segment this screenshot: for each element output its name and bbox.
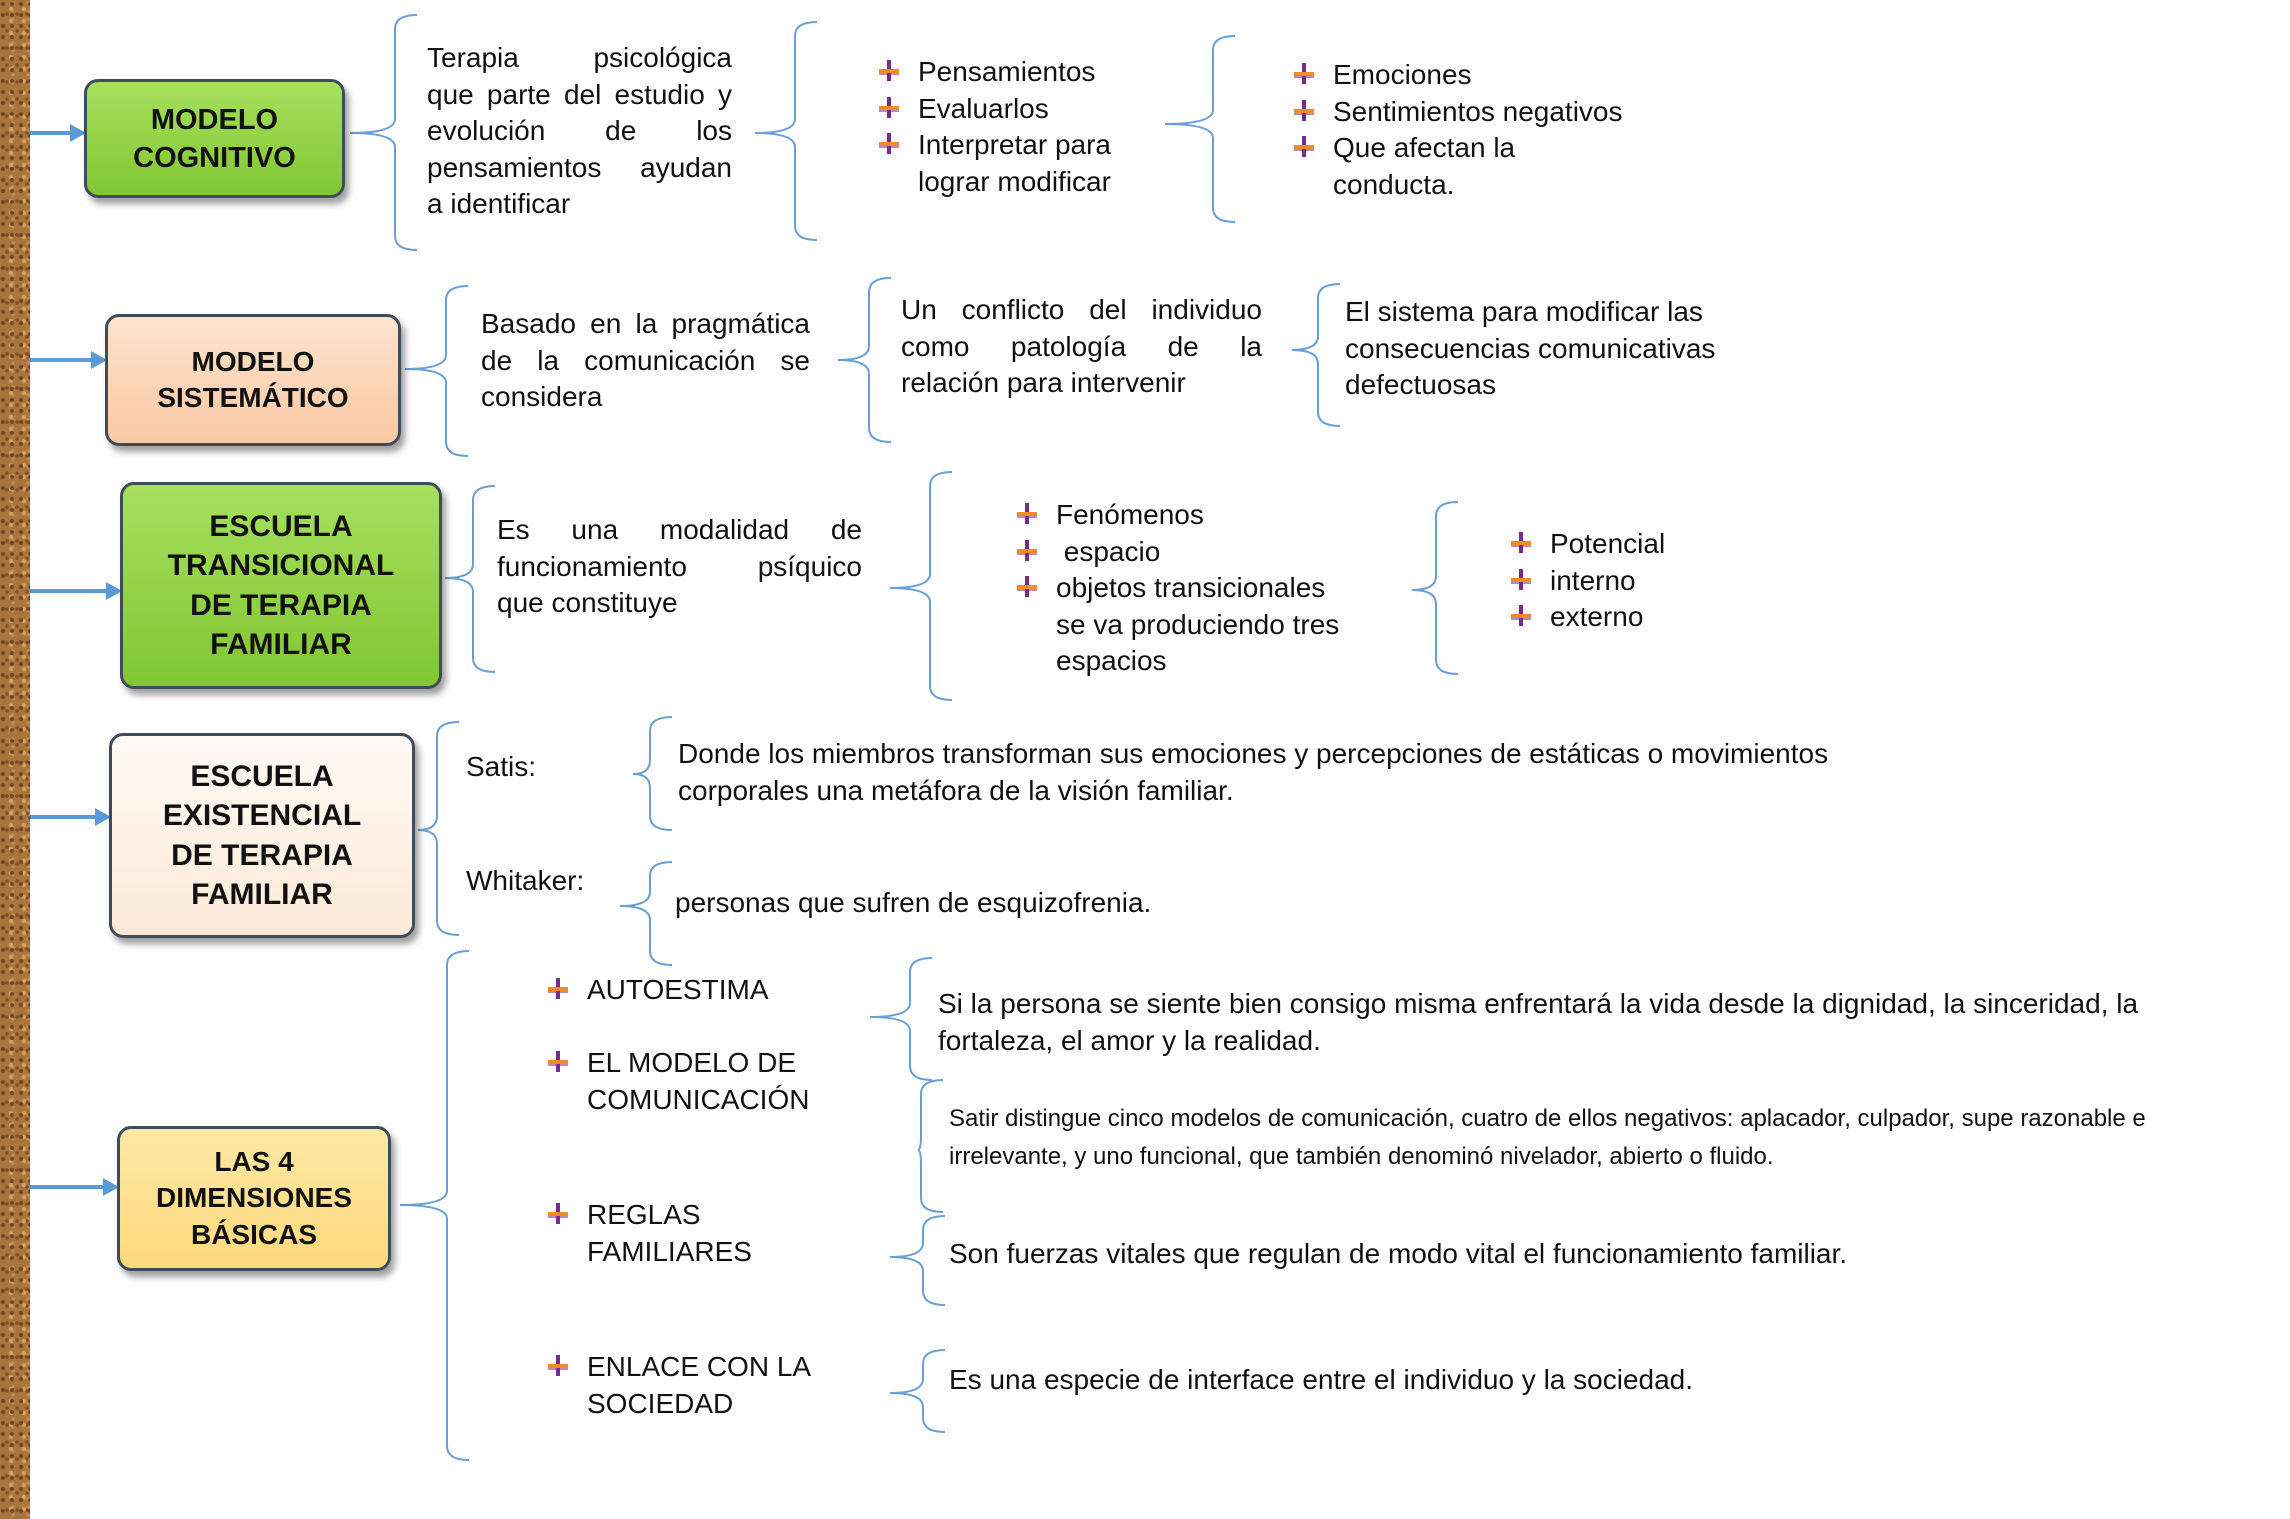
text-line: Es una modalidad de [497, 514, 862, 545]
arrow-dimensiones-basicas [30, 1178, 119, 1196]
item-text: Pensamientos [918, 56, 1096, 87]
author-label-satis: Satis: [466, 751, 537, 782]
list-item [1014, 570, 1374, 680]
list-item [1014, 534, 1374, 571]
text-line: de la comunicación se [481, 344, 810, 376]
arrow-escuela-transicional [30, 582, 122, 600]
box-title: ESCUELA EXISTENCIAL DE TERAPIA FAMILIAR [162, 759, 362, 911]
list-item [1508, 526, 1758, 563]
arrow-escuela-existencial [30, 808, 111, 826]
bracket-comunicacion [918, 1080, 943, 1212]
text-line: Un conflicto del individuo [901, 294, 1262, 325]
author-text-satis [678, 736, 1828, 809]
item-text: Interpretar para lograr modificar [918, 129, 1111, 197]
bracket-transicional-items [890, 472, 952, 700]
text-line: consecuencias comunicativas [1345, 332, 1716, 364]
box-escuela-existencial [109, 733, 415, 938]
explanation-enlace [949, 1362, 1693, 1399]
text-line: relación para intervenir [901, 367, 1186, 398]
bullet-cross-icon [1014, 570, 1040, 616]
list-item [1508, 563, 1758, 600]
bullet-cross-icon [545, 1197, 571, 1243]
box-modelo-cognitivo [84, 79, 345, 198]
explanation-autoestima [938, 986, 2138, 1059]
list-item [545, 972, 865, 1009]
dimension-enlace [545, 1349, 865, 1422]
bullet-cross-icon [1508, 599, 1534, 645]
bracket-dimensiones [400, 951, 469, 1460]
dimension-reglas [545, 1197, 865, 1270]
list-item [1508, 599, 1758, 636]
bracket-existencial-whitaker [620, 862, 672, 965]
arrow-modelo-cognitivo [30, 124, 86, 142]
box-title: MODELO SISTEMÁTICO [157, 346, 349, 413]
text-line: Terapia psicológica [427, 42, 732, 73]
bracket-existencial-satis [633, 717, 672, 830]
list-item [876, 54, 1196, 91]
list-item [545, 1197, 865, 1270]
bracket-cognitivo-definition [350, 15, 417, 250]
dimension-comunicacion [545, 1045, 865, 1118]
text-line: que constituye [497, 587, 678, 618]
text-line: Basado en la pragmática [481, 308, 810, 339]
text-line: Satir distingue cinco modelos de comunicación, cuatro de ellos negativos: aplacador, culpador, supe razonable e [949, 1105, 2146, 1132]
middle-sistematico [901, 292, 1262, 402]
text-line: fortaleza, el amor y la realidad. [938, 1024, 1321, 1056]
item-text: Sentimientos negativos [1333, 95, 1623, 127]
text-line: Es una especie de interface entre el individuo y la sociedad. [949, 1364, 1694, 1395]
bracket-sistematico-right [1292, 284, 1340, 426]
box-dimensiones-basicas [117, 1126, 391, 1271]
bracket-transicional-definition [445, 486, 495, 672]
bracket-sistematico-middle [838, 278, 891, 442]
text-line: defectuosas [1345, 369, 1496, 400]
bullet-cross-icon [545, 972, 571, 1018]
item-text: REGLAS FAMILIARES [587, 1199, 752, 1267]
text-line: a identificar [427, 188, 571, 219]
bullet-list-transicional-1 [1014, 497, 1374, 680]
bracket-existencial-authors [418, 722, 459, 935]
item-text: Fenómenos [1056, 499, 1204, 530]
bullet-list-transicional-2 [1508, 526, 1758, 636]
definition-cognitivo [427, 40, 732, 223]
item-text: externo [1550, 601, 1644, 632]
dimension-autoestima [545, 972, 865, 1009]
text-line: que parte del estudio y [427, 78, 732, 110]
list-item [1291, 130, 1691, 203]
box-modelo-sistematico [105, 314, 401, 446]
bracket-autoestima [870, 958, 932, 1080]
text-line: Son fuerzas vitales que regulan de modo vital el funcionamiento familiar. [949, 1238, 1848, 1269]
text-line: evolución de los [427, 115, 732, 146]
explanation-reglas [949, 1236, 1847, 1273]
item-text: AUTOESTIMA [587, 974, 769, 1005]
bullet-list-cognitivo-2 [1291, 57, 1691, 203]
bullet-cross-icon [876, 127, 902, 173]
definition-transicional [497, 512, 862, 622]
list-item [545, 1349, 865, 1422]
bullet-list-cognitivo-1 [876, 54, 1196, 200]
explanation-comunicacion [949, 1100, 2146, 1175]
bracket-sistematico-definition [405, 286, 468, 456]
bullet-cross-icon [1291, 130, 1317, 176]
bullet-cross-icon [545, 1349, 571, 1395]
author-text-whitaker [675, 885, 1151, 922]
bracket-enlace [890, 1350, 945, 1432]
box-title: LAS 4 DIMENSIONES BÁSICAS [155, 1145, 353, 1250]
arrow-modelo-sistematico [30, 351, 107, 369]
text-line: personas que sufren de esquizofrenia. [675, 887, 1152, 918]
author-label-whitaker: Whitaker: [466, 865, 585, 896]
bullet-cross-icon [545, 1045, 571, 1091]
text-line: irrelevante, y uno funcional, que también denominó nivelador, abierto o fluido. [949, 1142, 1774, 1170]
item-text: ENLACE CON LA SOCIEDAD [587, 1351, 812, 1419]
item-text: Evaluarlos [918, 92, 1049, 124]
text-line: El sistema para modificar las [1345, 296, 1703, 327]
text-line: considera [481, 381, 603, 412]
item-text: Que afectan la conducta. [1333, 132, 1516, 200]
right-sistematico [1345, 294, 1715, 404]
box-title: ESCUELA TRANSICIONAL DE TERAPIA FAMILIAR [167, 509, 395, 661]
item-text: Emociones [1333, 59, 1472, 90]
text-line: Si la persona se siente bien consigo misma enfrentará la vida desde la dignidad, la sinceridad, la [938, 988, 2139, 1019]
definition-sistematico [481, 306, 810, 416]
list-item [876, 127, 1196, 200]
text-line: como patología de la [901, 330, 1262, 362]
item-text: Potencial [1550, 528, 1666, 559]
list-item [1014, 497, 1374, 534]
list-item [1291, 57, 1691, 94]
text-line: corporales una metáfora de la visión familiar. [678, 774, 1234, 806]
bracket-cognitivo-items [755, 22, 817, 240]
item-text: EL MODELO DE COMUNICACIÓN [587, 1047, 810, 1115]
list-item [876, 91, 1196, 128]
box-escuela-transicional [120, 482, 442, 689]
item-text: espacio [1056, 535, 1161, 567]
bracket-transicional-items2 [1412, 502, 1458, 674]
box-title: MODELO COGNITIVO [133, 103, 296, 174]
item-text: interno [1550, 564, 1636, 596]
list-item [545, 1045, 865, 1118]
list-item [1291, 94, 1691, 131]
bracket-reglas [890, 1216, 945, 1305]
text-line: Donde los miembros transforman sus emociones y percepciones de estáticas o movimientos [678, 738, 1829, 769]
item-text: objetos transicionales se va produciendo tres espacios [1056, 572, 1340, 676]
text-line: funcionamiento psíquico [497, 550, 862, 582]
text-line: pensamientos ayudan [427, 151, 732, 183]
